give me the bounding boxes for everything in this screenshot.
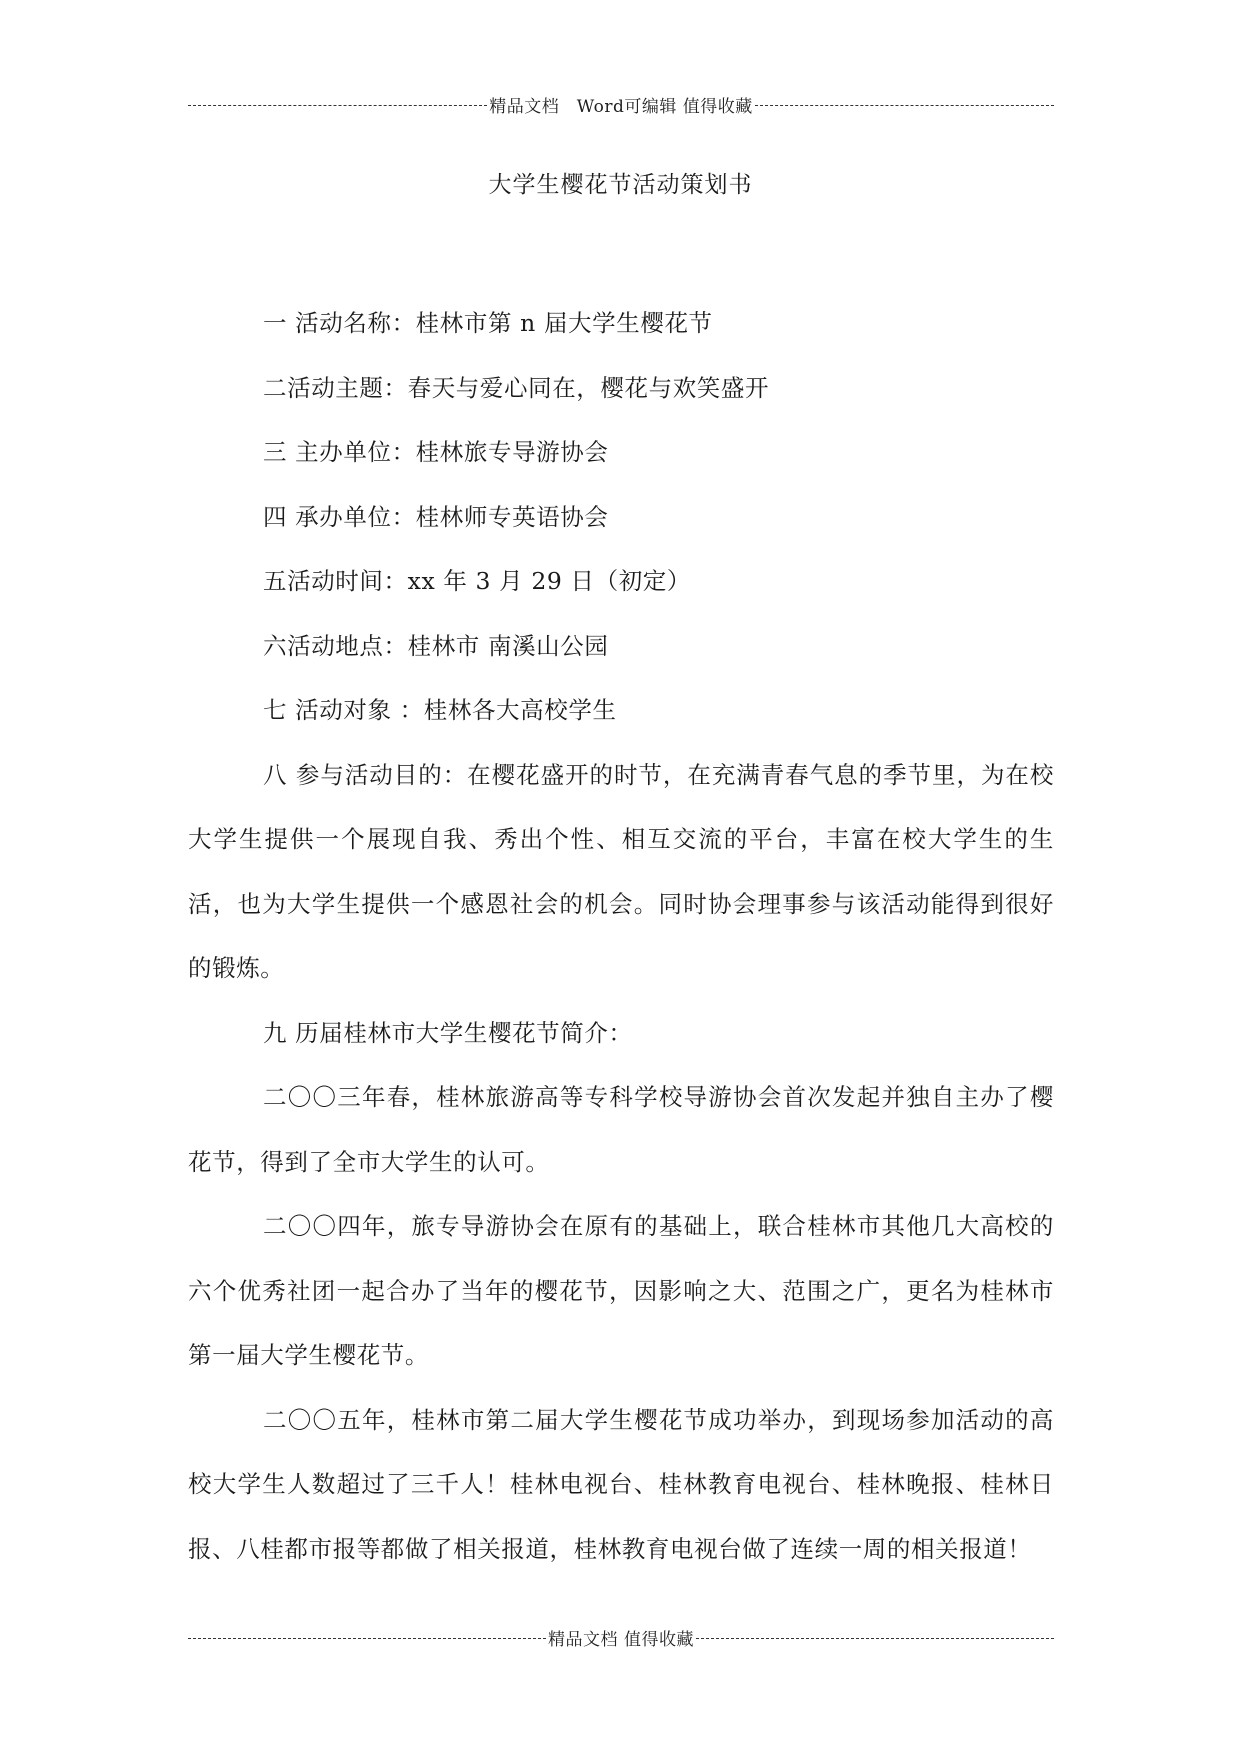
paragraph-2003: 二〇〇三年春，桂林旅游高等专科学校导游协会首次发起并独自主办了樱花节，得到了全市大学生的认可。 [188,1083,1054,1176]
page-header [188,92,1054,116]
paragraph-history-heading: 九 历届桂林市大学生樱花节简介： [263,1018,633,1047]
list-item: 二活动主题：春天与爱心同在，樱花与欢笑盛开 [263,373,770,402]
list-item: 六活动地点：桂林市 南溪山公园 [263,631,609,660]
footer-dash-right [696,1638,1054,1639]
footer-text: 精品文档 值得收藏 [548,1629,694,1649]
list-item: 一 活动名称：桂林市第 n 届大学生樱花节 [263,309,713,337]
paragraph-2005: 二〇〇五年，桂林市第二届大学生樱花节成功举办，到现场参加活动的高校大学生人数超过了三千人！桂林电视台、桂林教育电视台、桂林晚报、桂林日报、八桂都市报等都做了相关报道，桂林教育电视台做了连续一周的相关报道！ [188,1405,1054,1563]
paragraph-2004: 二〇〇四年，旅专导游协会在原有的基础上，联合桂林市其他几大高校的六个优秀社团一起合办了当年的樱花节，因影响之大、范围之广，更名为桂林市第一届大学生樱花节。 [188,1212,1054,1369]
page-footer [188,1625,1054,1649]
list-item: 三 主办单位：桂林旅专导游协会 [263,438,609,466]
header-dash-right [755,105,1054,106]
header-text: 精品文档 Word可编辑 值得收藏 [489,96,753,116]
list-item: 四 承办单位：桂林师专英语协会 [263,502,609,531]
item-list [188,291,1054,743]
list-item: 七 活动对象 ：桂林各大高校学生 [263,696,617,724]
paragraph-purpose: 八 参与活动目的：在樱花盛开的时节，在充满青春气息的季节里，为在校大学生提供一个展现自我、秀出个性、相互交流的平台，丰富在校大学生的生活，也为大学生提供一个感恩社会的机会。同时协会理事参与该活动能得到很好的锻炼。 [188,760,1054,982]
document-body [188,291,1054,1581]
document-title: 大学生樱花节活动策划书 [488,172,753,198]
footer-dash-left [188,1638,546,1639]
header-dash-left [188,105,487,106]
list-item: 五活动时间：xx 年 3 月 29 日（初定） [263,567,692,595]
